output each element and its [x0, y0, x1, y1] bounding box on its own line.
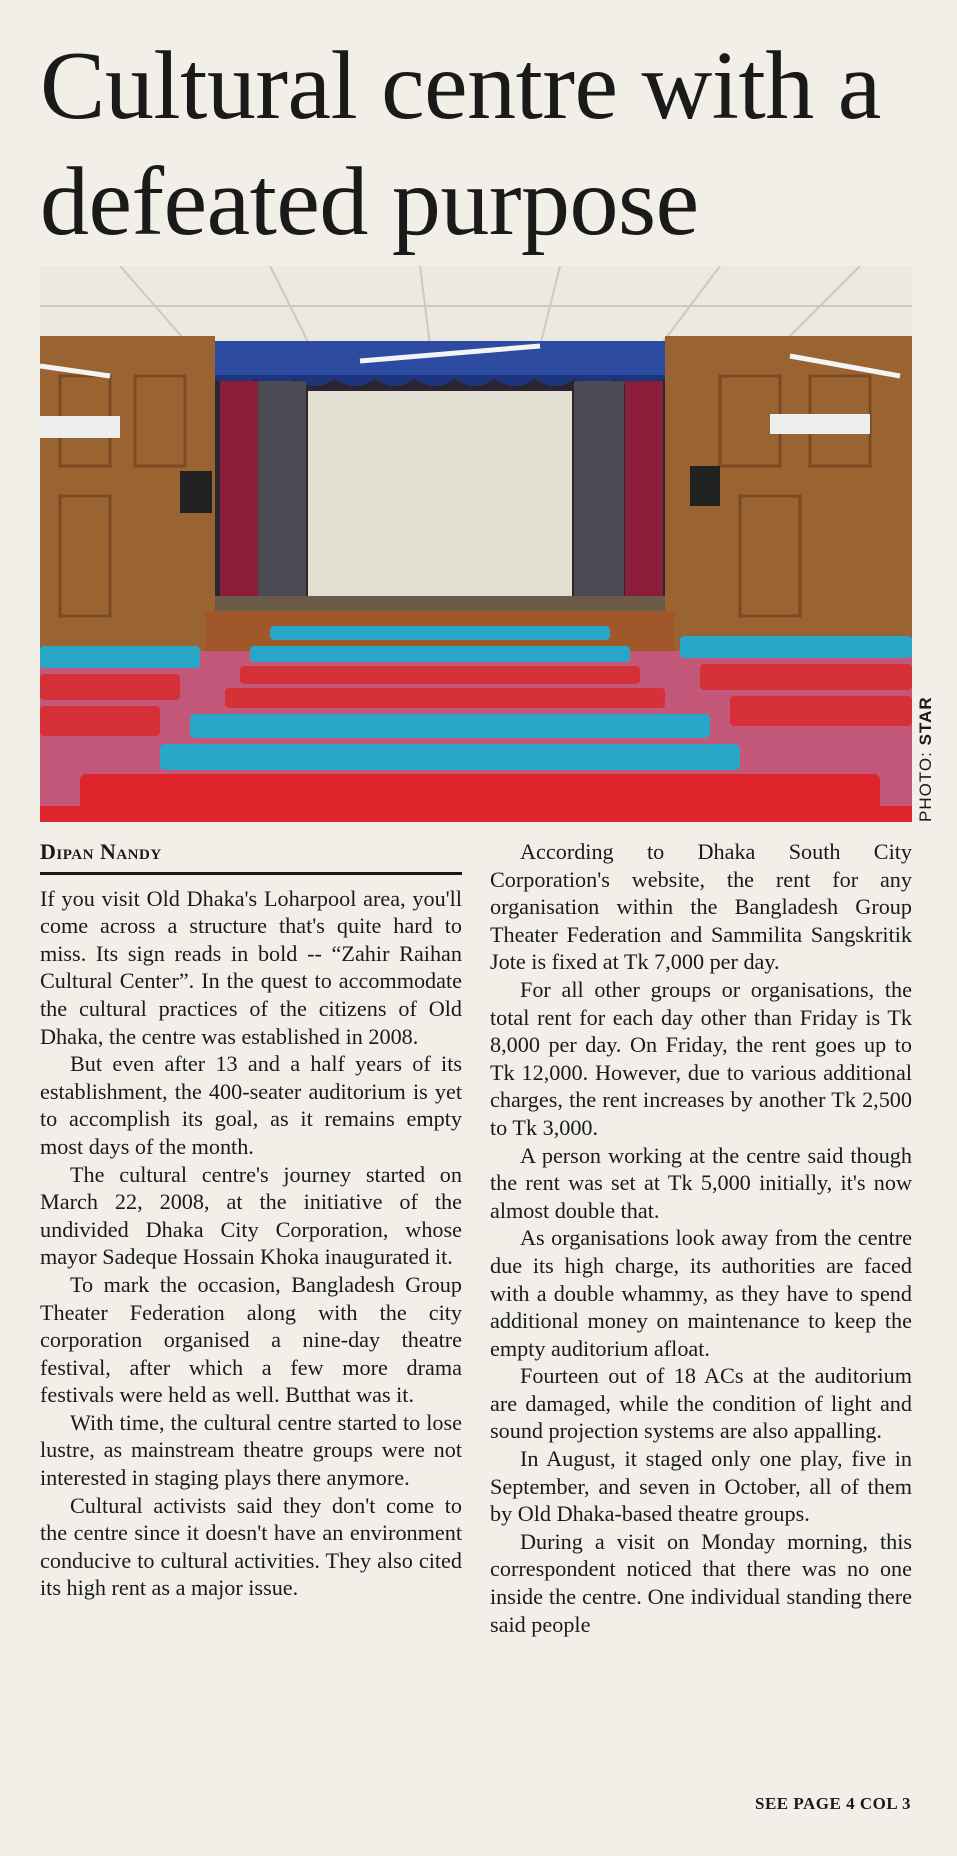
left-column	[40, 838, 462, 1602]
paragraph: The cultural centre's journey started on March 22, 2008, at the initiative of the undivided Dhaka City Corporation, whose mayor Sadeque Hossain Khoka inaugurated it.	[40, 1161, 462, 1270]
headline: Cultural centre with a defeated purpose	[40, 32, 881, 256]
photo-credit-source: STAR	[916, 696, 935, 746]
byline: Dipan Nandy	[40, 838, 462, 875]
paragraph: Fourteen out of 18 ACs at the auditorium are damaged, while the condition of light and sound projection systems are also appalling.	[490, 1363, 912, 1444]
photo-credit	[916, 696, 936, 822]
paragraph: If you visit Old Dhaka's Loharpool area, you'll come across a structure that's quite hard to miss. Its sign reads in bold -- “Zahir Raihan Cultural Center”. In the quest to accommodate the cultural practices of the citizens of Old Dhaka, the centre was established in 2008.	[40, 885, 462, 1049]
paragraph: With time, the cultural centre started to lose lustre, as mainstream theatre groups were not interested in staging plays there anymore.	[40, 1409, 462, 1491]
paragraph: During a visit on Monday morning, this correspondent noticed that there was no one inside the centre. One individual standing there said people	[490, 1528, 912, 1637]
paragraph: A person working at the centre said though the rent was set at Tk 5,000 initially, it's now almost double that.	[490, 1142, 912, 1223]
photo-credit-label: PHOTO:	[916, 751, 935, 822]
continuation-note: SEE PAGE 4 COL 3	[755, 1794, 911, 1813]
paragraph: But even after 13 and a half years of its establishment, the 400-seater auditorium is yet to accomplish its goal, as it remains empty most days of the month.	[40, 1051, 462, 1159]
auditorium-photo	[40, 266, 912, 822]
paragraph: Cultural activists said they don't come to the centre since it doesn't have an environment conducive to cultural activities. They also cited its high rent as a major issue.	[40, 1492, 462, 1601]
paragraph: For all other groups or organisations, the total rent for each day other than Friday is Tk 8,000 per day. On Friday, the rent goes up to Tk 12,000. However, due to various additional charges, the rent increases by another Tk 2,500 to Tk 3,000.	[490, 976, 912, 1140]
paragraph: To mark the occasion, Bangladesh Group Theater Federation along with the city corporation organised a nine-day theatre festival, after which a few more drama festivals were held as well. Butthat was it.	[40, 1271, 462, 1408]
paragraph: As organisations look away from the centre due its high charge, its authorities are faced with a double whammy, as they have to spend additional money on maintenance to keep the empty auditorium afloat.	[490, 1225, 912, 1361]
paragraph: In August, it staged only one play, five in September, and seven in October, all of them by Old Dhaka-based theatre groups.	[490, 1446, 912, 1527]
right-column	[490, 838, 912, 1638]
paragraph: According to Dhaka South City Corporation's website, the rent for any organisation within the Bangladesh Group Theater Federation and Sammilita Sangskritik Jote is fixed at Tk 7,000 per day.	[490, 839, 912, 975]
